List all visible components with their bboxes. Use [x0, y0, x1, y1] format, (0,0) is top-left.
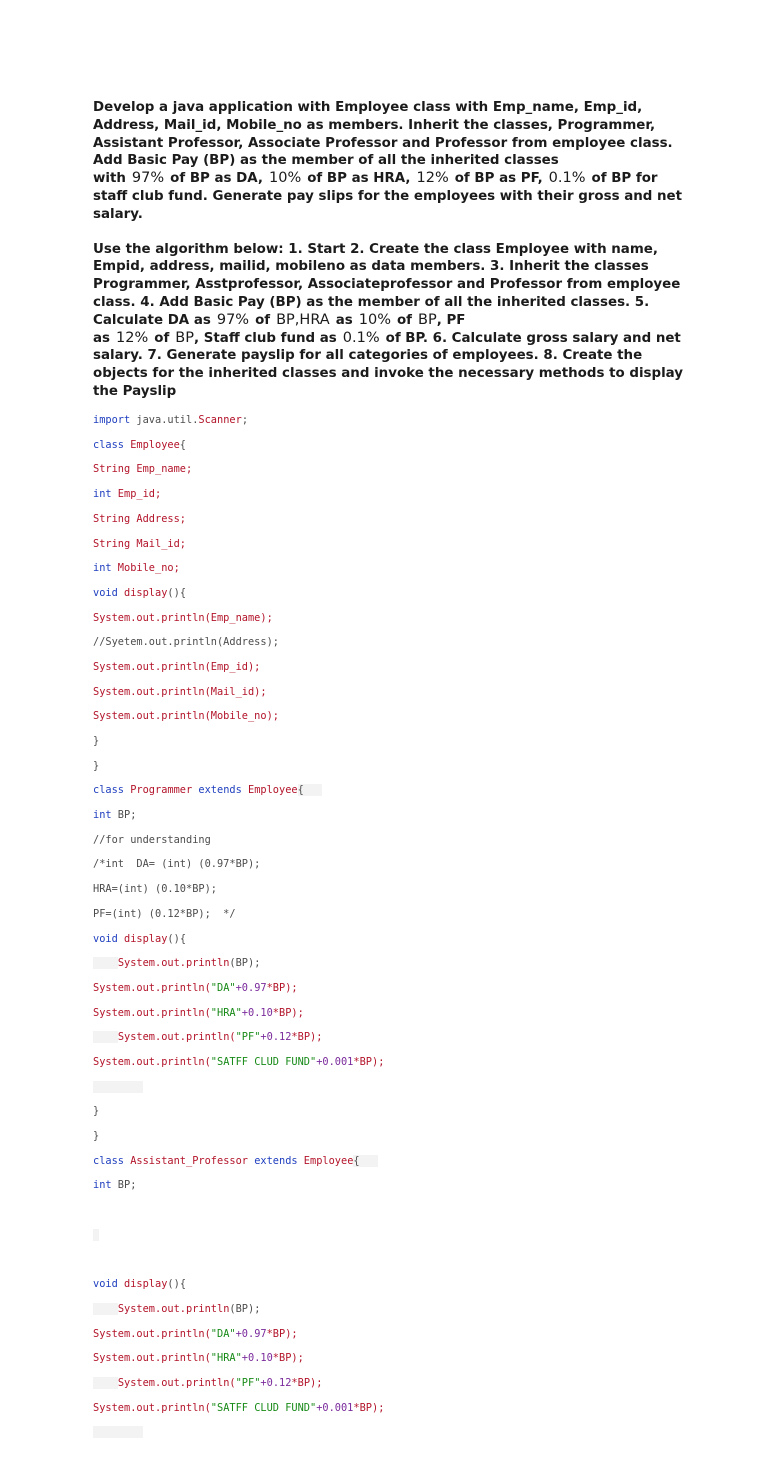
code-line: System.out.println(Mobile_no);: [93, 710, 279, 723]
code-line: System.out.println("PF"+0.12*BP);: [93, 1377, 693, 1389]
pf-percent: 12%: [416, 170, 449, 187]
code-line: /*int DA= (int) (0.97*BP);: [93, 858, 261, 871]
code-line: HRA=(int) (0.10*BP);: [93, 883, 217, 896]
hra-percent: 10%: [269, 170, 302, 187]
code-line: System.out.println("DA"+0.97*BP);: [93, 1327, 298, 1340]
code-line: void display(){: [93, 932, 187, 945]
code-line: [93, 1426, 693, 1438]
question-text: for staff club fund. Generate pay slips for the employees with their gross and net salary.: [93, 171, 683, 222]
question-text: of BP as HRA,: [307, 171, 411, 187]
da-percent: 97%: [131, 170, 165, 187]
question-text: of BP as PF,: [454, 171, 543, 187]
code-line: }: [93, 1105, 100, 1118]
algorithm-text: BP: [175, 329, 194, 346]
code-line: [93, 1204, 693, 1216]
algorithm-text: as: [335, 312, 353, 328]
code-line: }: [93, 1130, 100, 1143]
question-text: Develop a java application with Employee class with Emp_name, Emp_id, Address, Mail_id, Mobile_no as members. Inherit the classes, Programmer, Assistant Professor, Associate Professor and Professor from employee class. Add Basic Pay (BP) as the member of all the inherited classes: [93, 100, 673, 169]
code-line: }: [93, 759, 100, 772]
code-line: int BP;: [93, 809, 137, 822]
algorithm-text: BP,HRA: [276, 311, 330, 328]
code-line: String Emp_name;: [93, 463, 193, 476]
algorithm-text: of: [255, 312, 271, 328]
staff-club-fund-percent: 0.1%: [342, 329, 380, 346]
code-line: System.out.println(Emp_id);: [93, 660, 261, 673]
code-line: String Address;: [93, 512, 186, 525]
code-line: void display(){: [93, 586, 187, 599]
code-line: System.out.println("HRA"+0.10*BP);: [93, 1352, 304, 1365]
algorithm-text: BP: [418, 311, 437, 328]
code-line: int Emp_id;: [93, 488, 162, 501]
code-line: System.out.println("PF"+0.12*BP);: [93, 1031, 693, 1043]
code-line: class Employee{: [93, 438, 186, 451]
code-line: }: [93, 735, 100, 748]
code-line: int BP;: [93, 1179, 137, 1192]
code-line: //Syetem.out.println(Address);: [93, 636, 279, 649]
code-line: class Assistant_Professor extends Employee{: [93, 1155, 693, 1167]
code-line: [93, 1229, 693, 1241]
code-line: String Mail_id;: [93, 537, 186, 550]
code-line: System.out.println(BP);: [93, 1303, 693, 1315]
code-line: import java.util.Scanner;: [93, 414, 249, 427]
code-line: System.out.println(BP);: [93, 957, 693, 969]
da-percent: 97%: [216, 311, 250, 328]
hra-percent: 10%: [358, 311, 391, 328]
algorithm-paragraph: [93, 241, 693, 401]
algorithm-text: as: [93, 330, 111, 346]
document-page: [93, 99, 693, 1463]
code-line: [93, 1253, 693, 1265]
code-line: [93, 1081, 693, 1093]
pf-percent: 12%: [116, 329, 149, 346]
code-line: System.out.println(Emp_name);: [93, 611, 273, 624]
code-line: System.out.println("DA"+0.97*BP);: [93, 981, 298, 994]
question-text: of BP as DA,: [170, 171, 263, 187]
code-line: System.out.println("SATFF CLUD FUND"+0.001*BP);: [93, 1401, 385, 1414]
code-line: void display(){: [93, 1278, 187, 1291]
code-line: System.out.println("SATFF CLUD FUND"+0.001*BP);: [93, 1055, 385, 1068]
code-line: //for understanding: [93, 833, 211, 846]
code-line: System.out.println(Mail_id);: [93, 685, 267, 698]
code-line: class Programmer extends Employee{: [93, 784, 693, 796]
question-text: of BP: [591, 171, 632, 187]
algorithm-text: , PF: [436, 312, 466, 328]
algorithm-text: , Staff club fund as: [193, 330, 337, 346]
staff-club-fund-percent: 0.1%: [548, 170, 586, 187]
question-text: with: [93, 171, 126, 187]
algorithm-text: of BP. 6. Calculate gross salary and net salary. 7. Generate payslip for all categories of employees. 8. Create the objects for the inherited classes and invoke the necessary methods to display the Payslip: [93, 330, 684, 399]
code-listing: [93, 402, 693, 1463]
algorithm-text: of: [154, 330, 170, 346]
code-line: int Mobile_no;: [93, 562, 180, 575]
question-paragraph: [93, 99, 693, 224]
code-line: PF=(int) (0.12*BP); */: [93, 907, 236, 920]
code-line: System.out.println("HRA"+0.10*BP);: [93, 1006, 304, 1019]
algorithm-text: Use the algorithm below: 1. Start 2. Create the class Employee with name, Empid, address, mailid, mobileno as data members. 3. Inherit the classes Programmer, Asstprofessor, Associateprofessor and Professor from employee class. 4. Add Basic Pay (BP) as the member of all the inherited classes. 5. Calculate DA as: [93, 241, 681, 328]
algorithm-text: of: [396, 312, 413, 328]
